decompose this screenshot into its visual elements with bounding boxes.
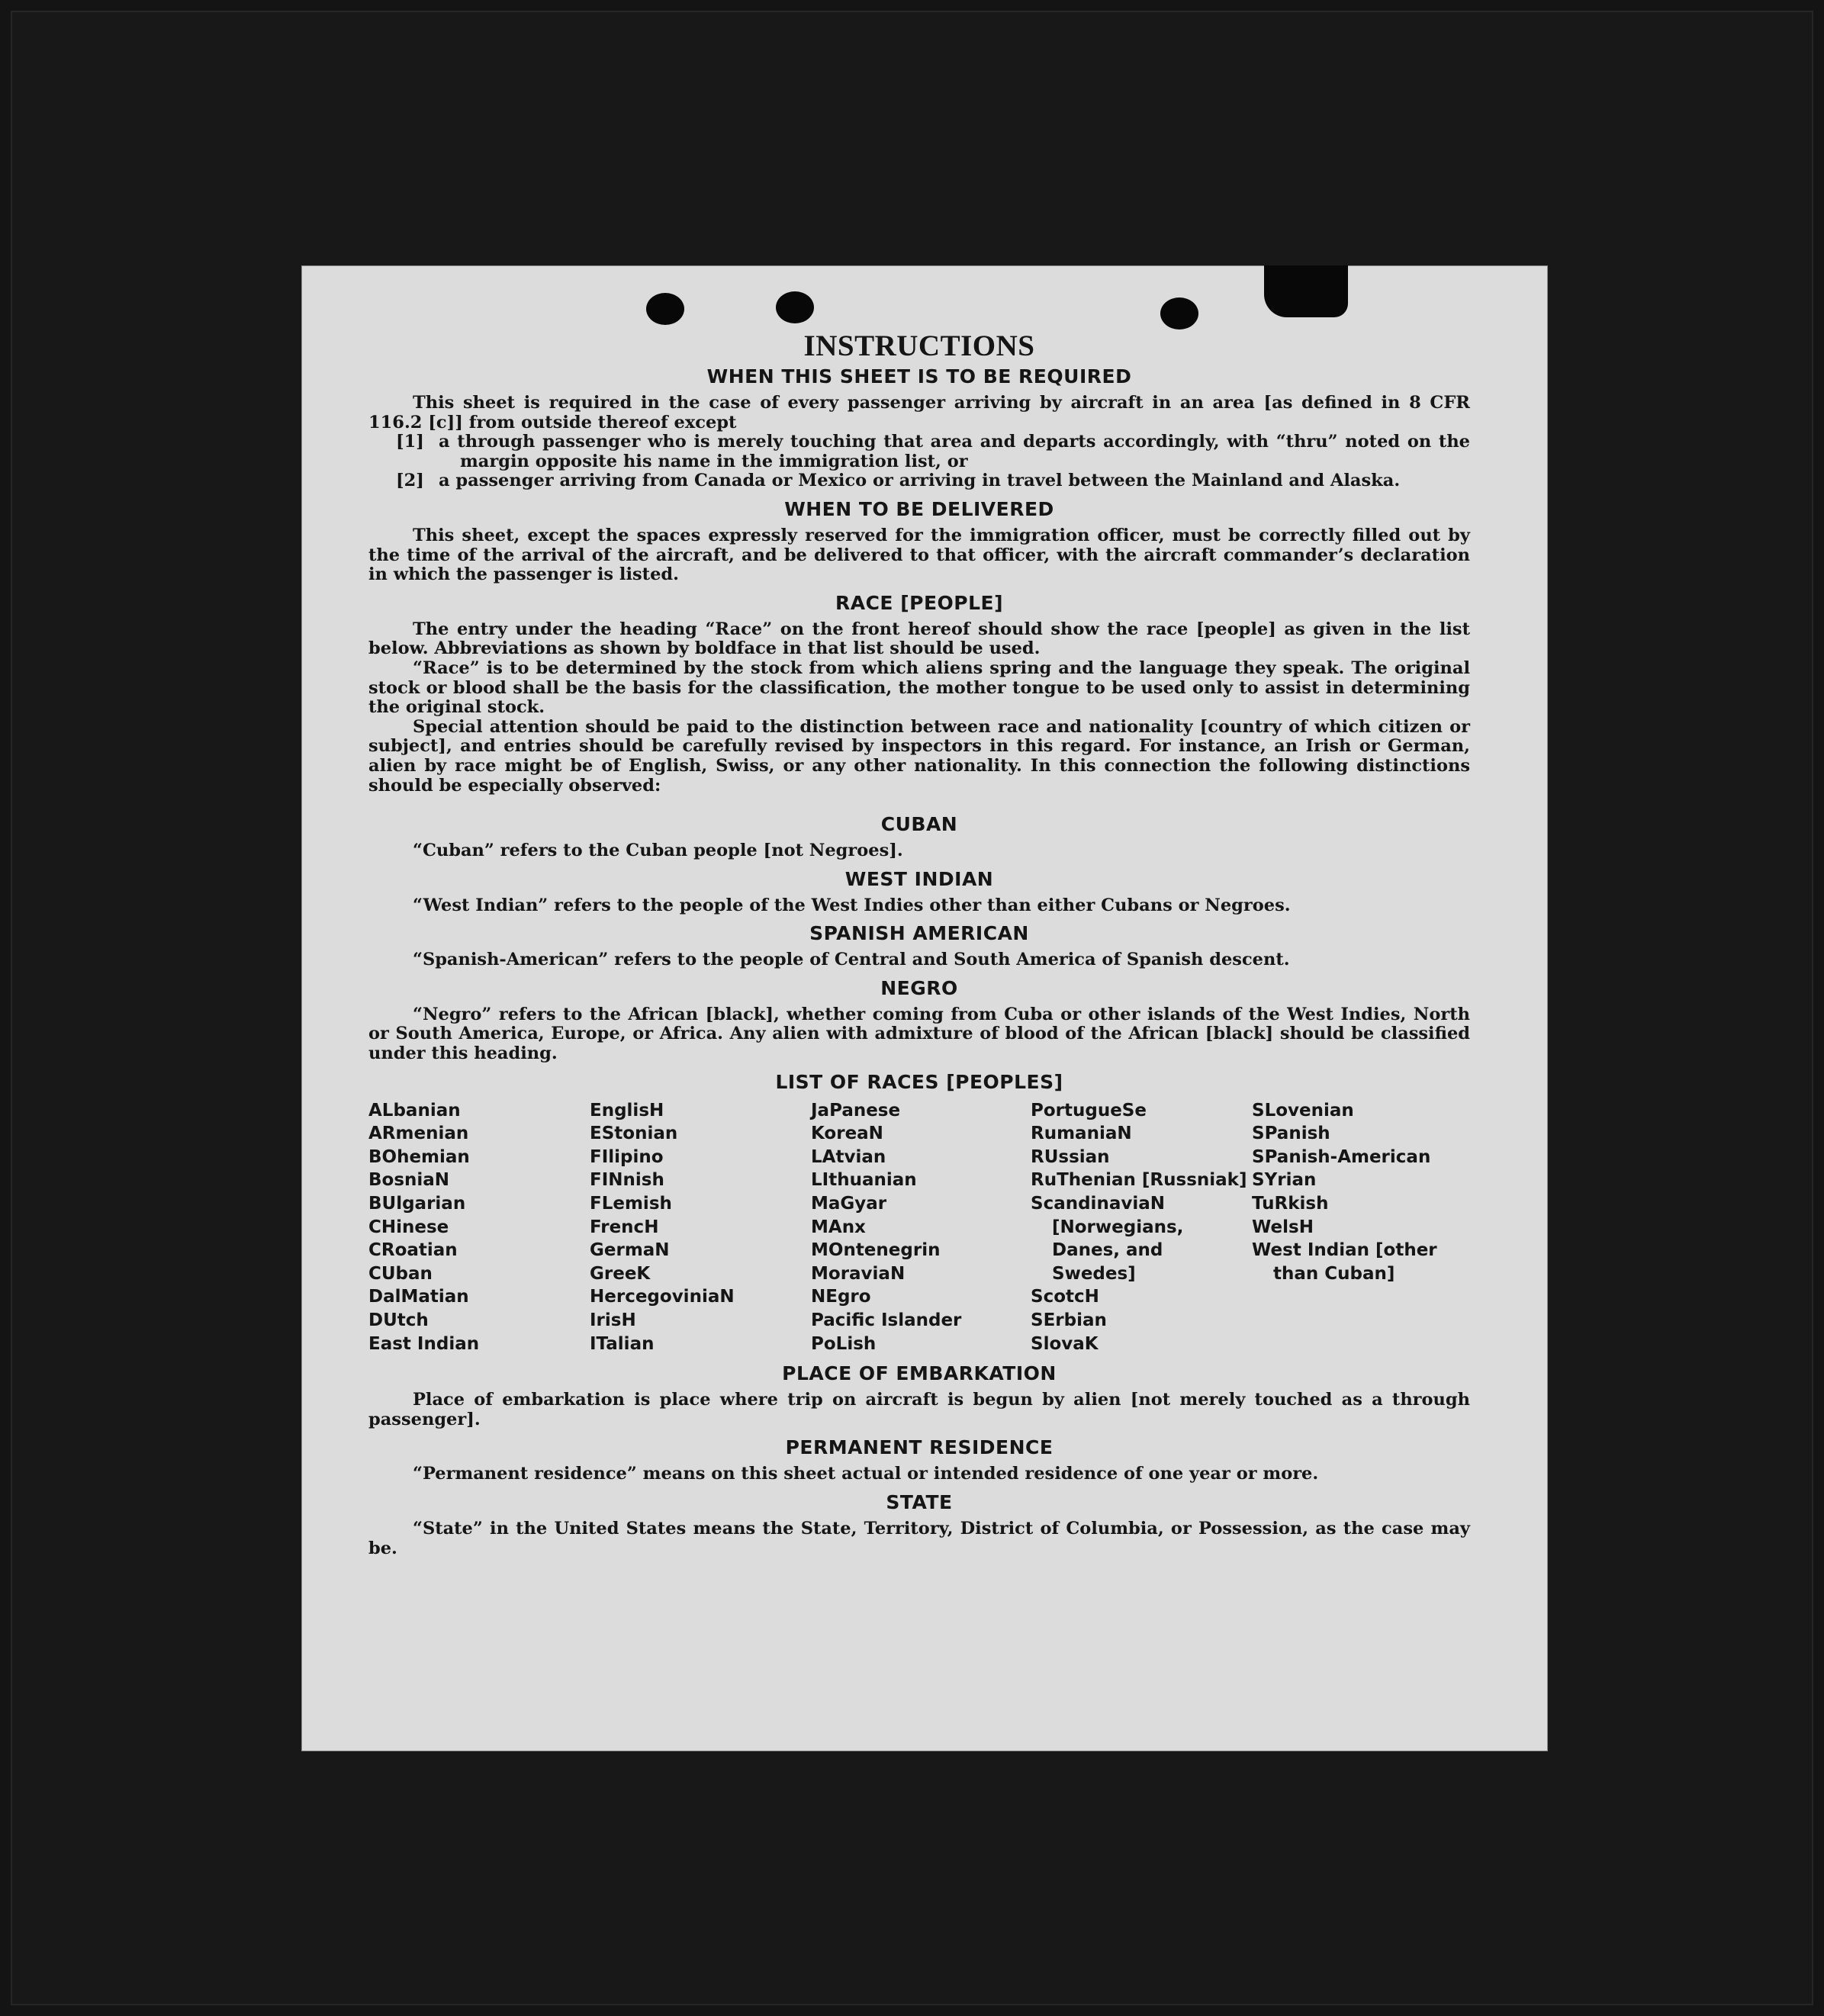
race-entry: LIthuanian xyxy=(811,1170,917,1191)
spanish-american-paragraph: “Spanish-American” refers to the people of Central and South America of Spanish descent. xyxy=(413,950,1290,970)
race-entry: PoLish xyxy=(811,1333,877,1354)
race-entry: MAnx xyxy=(811,1217,866,1237)
race-entry: PortugueSe xyxy=(1031,1100,1147,1121)
race-entry: BUlgarian xyxy=(368,1194,466,1214)
race-entry: KoreaN xyxy=(811,1124,883,1144)
race-entry: West Indian [other than Cuban] xyxy=(1252,1240,1437,1284)
permanent-residence-paragraph: “Permanent residence” means on this sheet actual or intended residence of one year or more. xyxy=(413,1464,1319,1484)
race-entry: BosniaN xyxy=(368,1170,450,1191)
race-entry: CUban xyxy=(368,1263,433,1284)
section-heading-spanish-american: SPANISH AMERICAN xyxy=(809,922,1029,945)
race-entry: GreeK xyxy=(590,1263,651,1284)
race-entry: SYrian xyxy=(1252,1170,1317,1191)
race-entry: FINnish xyxy=(590,1170,664,1191)
section-heading-embarkation: PLACE OF EMBARKATION xyxy=(782,1362,1057,1385)
section-heading-delivered: WHEN TO BE DELIVERED xyxy=(784,497,1054,520)
torn-tab xyxy=(1264,265,1348,317)
race-entry: FrencH xyxy=(590,1217,659,1237)
race-entry: RuThenian [Russniak] xyxy=(1031,1170,1247,1191)
section-heading-west-indian: WEST INDIAN xyxy=(844,867,994,890)
west-indian-paragraph: “West Indian” refers to the people of the West Indies other than either Cubans or Negroes. xyxy=(413,895,1291,915)
race-entry: MOntenegrin xyxy=(811,1240,941,1261)
race-column xyxy=(811,1099,1031,1356)
state-paragraph: “State” in the United States means the State, Territory, District of Columbia, or Possession, as the case may be. xyxy=(368,1518,1470,1558)
race-entry: CRoatian xyxy=(368,1240,458,1261)
race-entry: SErbian xyxy=(1031,1310,1107,1330)
embarkation-paragraph: Place of embarkation is place where trip on aircraft is begun by alien [not merely touched as a through passenger]. xyxy=(368,1390,1470,1429)
race-entry: CHinese xyxy=(368,1217,449,1237)
section-heading-required: WHEN THIS SHEET IS TO BE REQUIRED xyxy=(706,365,1132,387)
race-entry: SLovenian xyxy=(1252,1100,1354,1121)
page-title: INSTRUCTIONS xyxy=(803,330,1035,362)
race-entry: IrisH xyxy=(590,1310,636,1330)
punch-hole xyxy=(1160,297,1198,330)
race-entry: BOhemian xyxy=(368,1146,470,1167)
race-column xyxy=(1252,1099,1470,1356)
race-column xyxy=(590,1099,811,1356)
punch-hole xyxy=(646,293,684,325)
race-entry: FLemish xyxy=(590,1194,672,1214)
race-paragraph: The entry under the heading “Race” on the front hereof should show the race [people] as given in the list below. Abbreviations as shown by boldface in that list should be used. xyxy=(368,619,1470,659)
race-entry: EnglisH xyxy=(590,1100,664,1121)
race-entry: SPanish xyxy=(1252,1124,1330,1144)
race-entry: ScandinaviaN [Norwegians, Danes, and Swedes] xyxy=(1031,1194,1184,1284)
punch-hole xyxy=(776,291,814,323)
section-heading-state: STATE xyxy=(886,1490,953,1513)
race-paragraph: Special attention should be paid to the distinction between race and nationality [country of which citizen or subject], and entries should be carefully revised by inspectors in this regard. For instance, an Irish or German, alien by race might be of English, Swiss, or any other nationality. In this connection the following distinctions should be especially observed: xyxy=(368,716,1470,796)
section-heading-negro: NEGRO xyxy=(880,976,958,999)
race-entry: LAtvian xyxy=(811,1146,886,1167)
section-heading-list-of-races: LIST OF RACES [PEOPLES] xyxy=(775,1070,1063,1093)
delivered-paragraph: This sheet, except the spaces expressly reserved for the immigration officer, must be correctly filled out by the time of the arrival of the aircraft, and be delivered to that officer, with the aircraft commander’s declaration in which the passenger is listed. xyxy=(368,525,1470,585)
race-paragraph: “Race” is to be determined by the stock from which aliens spring and the language they speak. The original stock or blood shall be the basis for the classification, the mother tongue to be used only to assist in determining the original stock. xyxy=(368,658,1470,718)
race-entry: Pacific Islander xyxy=(811,1310,962,1330)
race-entry: SlovaK xyxy=(1031,1333,1099,1354)
race-entry: ScotcH xyxy=(1031,1287,1099,1307)
race-entry: East Indian xyxy=(368,1333,480,1354)
race-list xyxy=(368,1099,1470,1356)
race-entry: DUtch xyxy=(368,1310,429,1330)
race-entry: ITalian xyxy=(590,1333,655,1354)
race-entry: TuRkish xyxy=(1252,1194,1329,1214)
instruction-sheet xyxy=(301,265,1548,1751)
race-entry: NEgro xyxy=(811,1287,871,1307)
race-entry: JaPanese xyxy=(811,1100,901,1121)
race-entry: FIlipino xyxy=(590,1146,664,1167)
race-column xyxy=(368,1099,590,1356)
race-entry: MoraviaN xyxy=(811,1263,906,1284)
race-entry: RumaniaN xyxy=(1031,1124,1132,1144)
section-heading-cuban: CUBAN xyxy=(880,813,958,836)
race-entry: GermaN xyxy=(590,1240,670,1261)
race-column xyxy=(1031,1099,1252,1356)
cuban-paragraph: “Cuban” refers to the Cuban people [not Negroes]. xyxy=(413,841,903,861)
race-entry: SPanish-American xyxy=(1252,1146,1431,1167)
section-heading-permanent-residence: PERMANENT RESIDENCE xyxy=(785,1436,1054,1459)
document-body xyxy=(368,331,1470,1558)
exception-item: [1] a through passenger who is merely touching that area and departs accordingly, with “thru” noted on the margin opposite his name in the immigration list, or xyxy=(396,432,1470,471)
race-entry: EStonian xyxy=(590,1124,678,1144)
race-entry: HercegoviniaN xyxy=(590,1287,735,1307)
required-intro: This sheet is required in the case of every passenger arriving by aircraft in an area [as defined in 8 CFR 116.2 [c]] from outside thereof except xyxy=(368,393,1470,432)
section-heading-race: RACE [PEOPLE] xyxy=(835,591,1004,614)
race-entry: WelsH xyxy=(1252,1217,1314,1237)
negro-paragraph: “Negro” refers to the African [black], whether coming from Cuba or other islands of the West Indies, North or South America, Europe, or Africa. Any alien with admixture of blood of the African [black] should be classified under this heading. xyxy=(368,1004,1470,1064)
race-entry: MaGyar xyxy=(811,1194,887,1214)
exception-item: [2] a passenger arriving from Canada or Mexico or arriving in travel between the Mainland and Alaska. xyxy=(396,471,1401,491)
race-entry: RUssian xyxy=(1031,1146,1110,1167)
race-entry: ALbanian xyxy=(368,1100,461,1121)
race-entry: DalMatian xyxy=(368,1287,469,1307)
race-entry: ARmenian xyxy=(368,1124,469,1144)
